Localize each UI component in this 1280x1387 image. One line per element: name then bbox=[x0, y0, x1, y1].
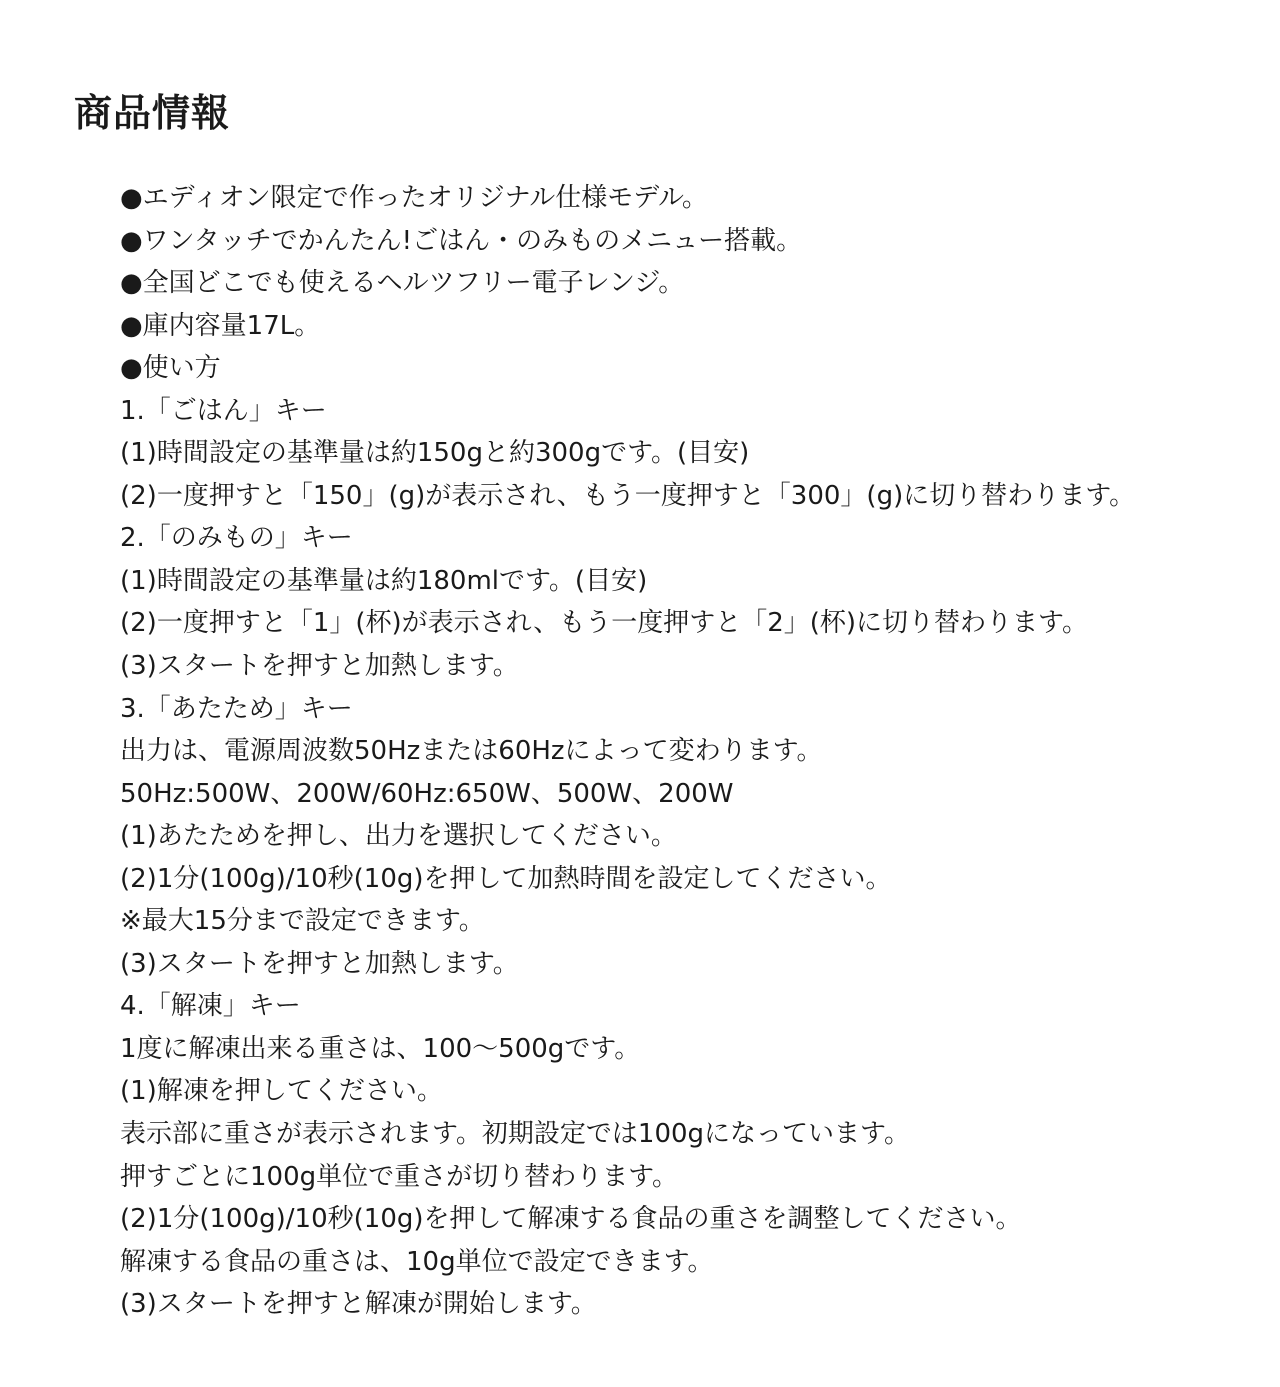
info-line: 押すごとに100g単位で重さが切り替わります。 bbox=[120, 1161, 679, 1192]
info-line: (3)スタートを押すと解凍が開始します。 bbox=[120, 1289, 597, 1320]
product-info-list bbox=[120, 177, 1240, 1326]
info-line: (2)1分(100g)/10秒(10g)を押して解凍する食品の重さを調整してください。 bbox=[120, 1204, 1022, 1235]
info-line: ※最大15分まで設定できます。 bbox=[120, 906, 485, 937]
info-line: 1.「ごはん」キー bbox=[120, 395, 327, 426]
info-line: ●使い方 bbox=[120, 353, 221, 384]
info-line: ●庫内容量17L。 bbox=[120, 310, 321, 341]
info-line: (1)あたためを押し、出力を選択してください。 bbox=[120, 821, 677, 852]
info-line: (3)スタートを押すと加熱します。 bbox=[120, 651, 519, 682]
info-line: ●全国どこでも使えるヘルツフリー電子レンジ。 bbox=[120, 268, 685, 299]
info-line: 3.「あたため」キー bbox=[120, 693, 353, 724]
info-line: (3)スタートを押すと加熱します。 bbox=[120, 948, 519, 979]
info-line: 表示部に重さが表示されます。初期設定では100gになっています。 bbox=[120, 1119, 910, 1150]
info-line: 50Hz:500W、200W/60Hz:650W、500W、200W bbox=[120, 778, 734, 809]
info-line: (1)時間設定の基準量は約180mlです。(目安) bbox=[120, 565, 648, 596]
info-line: (1)時間設定の基準量は約150gと約300gです。(目安) bbox=[120, 438, 750, 469]
info-line: (1)解凍を押してください。 bbox=[120, 1076, 443, 1107]
info-line: 2.「のみもの」キー bbox=[120, 523, 353, 554]
info-line: (2)一度押すと「1」(杯)が表示され、もう一度押すと「2」(杯)に切り替わります。 bbox=[120, 608, 1088, 639]
info-line: (2)1分(100g)/10秒(10g)を押して加熱時間を設定してください。 bbox=[120, 863, 892, 894]
info-line: ●エディオン限定で作ったオリジナル仕様モデル。 bbox=[120, 183, 708, 213]
info-line: 4.「解凍」キー bbox=[120, 991, 301, 1022]
info-line: ●ワンタッチでかんたん!ごはん・のみものメニュー搭載。 bbox=[120, 225, 803, 256]
info-line: 解凍する食品の重さは、10g単位で設定できます。 bbox=[120, 1246, 714, 1277]
info-line: 出力は、電源周波数50Hzまたは60Hzによって変わります。 bbox=[120, 736, 823, 767]
info-line: 1度に解凍出来る重さは、100～500gです。 bbox=[120, 1033, 641, 1064]
section-title: 商品情報 bbox=[74, 91, 231, 135]
info-line: (2)一度押すと「150」(g)が表示され、もう一度押すと「300」(g)に切り替わります。 bbox=[120, 480, 1136, 511]
